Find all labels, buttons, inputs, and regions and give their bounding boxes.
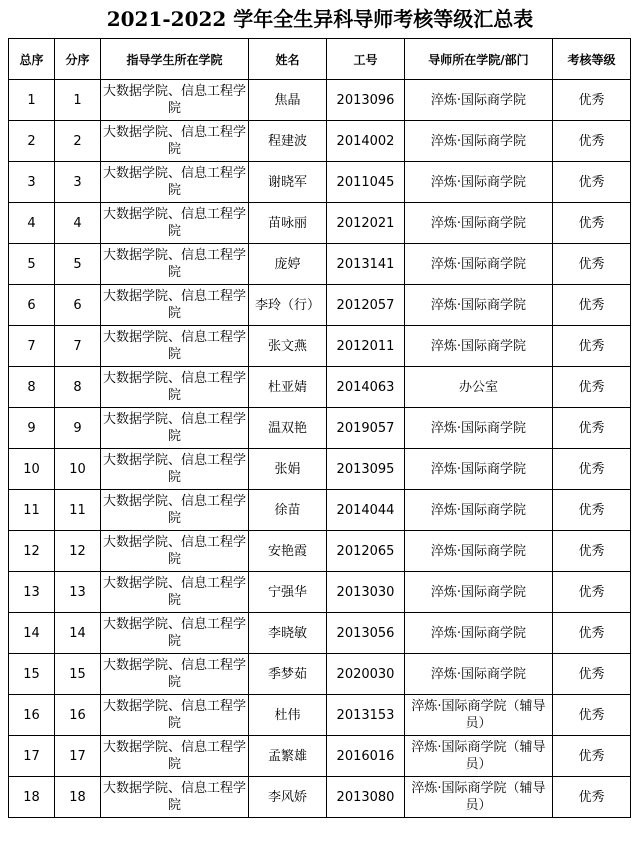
cell-student-college: 大数据学院、信息工程学院 (101, 285, 249, 326)
cell-name: 徐苗 (249, 490, 327, 531)
cell-name: 张娟 (249, 449, 327, 490)
cell-tutor-dept: 淬炼·国际商学院（辅导员） (405, 777, 553, 818)
cell-grade: 优秀 (553, 736, 631, 777)
cell-staff-id: 2013141 (327, 244, 405, 285)
cell-sub-index: 17 (55, 736, 101, 777)
cell-staff-id: 2013096 (327, 80, 405, 121)
cell-grade: 优秀 (553, 654, 631, 695)
cell-name: 李晓敏 (249, 613, 327, 654)
cell-student-college: 大数据学院、信息工程学院 (101, 613, 249, 654)
cell-tutor-dept: 淬炼·国际商学院 (405, 449, 553, 490)
cell-student-college: 大数据学院、信息工程学院 (101, 531, 249, 572)
cell-sub-index: 3 (55, 162, 101, 203)
cell-sub-index: 2 (55, 121, 101, 162)
cell-staff-id: 2019057 (327, 408, 405, 449)
cell-name: 安艳霞 (249, 531, 327, 572)
cell-name: 程建波 (249, 121, 327, 162)
cell-grade: 优秀 (553, 244, 631, 285)
cell-total-index: 12 (9, 531, 55, 572)
cell-name: 温双艳 (249, 408, 327, 449)
cell-total-index: 6 (9, 285, 55, 326)
cell-tutor-dept: 淬炼·国际商学院 (405, 654, 553, 695)
cell-sub-index: 16 (55, 695, 101, 736)
cell-sub-index: 5 (55, 244, 101, 285)
cell-name: 杜伟 (249, 695, 327, 736)
cell-student-college: 大数据学院、信息工程学院 (101, 490, 249, 531)
table-row (9, 736, 631, 777)
cell-student-college: 大数据学院、信息工程学院 (101, 80, 249, 121)
cell-total-index: 8 (9, 367, 55, 408)
cell-name: 孟繁雄 (249, 736, 327, 777)
header-tutor-dept: 导师所在学院/部门 (405, 39, 553, 80)
table-row (9, 449, 631, 490)
cell-tutor-dept: 淬炼·国际商学院（辅导员） (405, 695, 553, 736)
cell-staff-id: 2020030 (327, 654, 405, 695)
cell-student-college: 大数据学院、信息工程学院 (101, 777, 249, 818)
table-row (9, 408, 631, 449)
cell-sub-index: 10 (55, 449, 101, 490)
cell-sub-index: 18 (55, 777, 101, 818)
table-row (9, 121, 631, 162)
cell-tutor-dept: 淬炼·国际商学院 (405, 285, 553, 326)
cell-tutor-dept: 淬炼·国际商学院 (405, 326, 553, 367)
cell-grade: 优秀 (553, 367, 631, 408)
cell-staff-id: 2014002 (327, 121, 405, 162)
cell-name: 苗咏丽 (249, 203, 327, 244)
cell-sub-index: 1 (55, 80, 101, 121)
cell-staff-id: 2013030 (327, 572, 405, 613)
cell-sub-index: 13 (55, 572, 101, 613)
cell-total-index: 14 (9, 613, 55, 654)
header-grade: 考核等级 (553, 39, 631, 80)
cell-total-index: 13 (9, 572, 55, 613)
cell-sub-index: 4 (55, 203, 101, 244)
cell-grade: 优秀 (553, 408, 631, 449)
cell-total-index: 4 (9, 203, 55, 244)
table-header-row (9, 39, 631, 80)
cell-tutor-dept: 淬炼·国际商学院 (405, 203, 553, 244)
cell-grade: 优秀 (553, 531, 631, 572)
cell-grade: 优秀 (553, 572, 631, 613)
cell-student-college: 大数据学院、信息工程学院 (101, 367, 249, 408)
table-row (9, 695, 631, 736)
table-row (9, 162, 631, 203)
cell-name: 宁强华 (249, 572, 327, 613)
table-row (9, 531, 631, 572)
cell-student-college: 大数据学院、信息工程学院 (101, 654, 249, 695)
cell-total-index: 15 (9, 654, 55, 695)
cell-tutor-dept: 淬炼·国际商学院 (405, 613, 553, 654)
cell-tutor-dept: 淬炼·国际商学院 (405, 162, 553, 203)
cell-tutor-dept: 淬炼·国际商学院 (405, 80, 553, 121)
table-row (9, 285, 631, 326)
cell-student-college: 大数据学院、信息工程学院 (101, 203, 249, 244)
cell-sub-index: 14 (55, 613, 101, 654)
cell-sub-index: 8 (55, 367, 101, 408)
page-title: 2021-2022 学年全生异科导师考核等级汇总表 (106, 7, 534, 31)
cell-total-index: 11 (9, 490, 55, 531)
cell-name: 李玲（行） (249, 285, 327, 326)
cell-total-index: 2 (9, 121, 55, 162)
table-row (9, 572, 631, 613)
cell-tutor-dept: 淬炼·国际商学院 (405, 490, 553, 531)
cell-sub-index: 6 (55, 285, 101, 326)
cell-total-index: 16 (9, 695, 55, 736)
cell-student-college: 大数据学院、信息工程学院 (101, 408, 249, 449)
header-total-index: 总序 (9, 39, 55, 80)
cell-grade: 优秀 (553, 80, 631, 121)
cell-grade: 优秀 (553, 695, 631, 736)
cell-grade: 优秀 (553, 326, 631, 367)
cell-grade: 优秀 (553, 285, 631, 326)
cell-student-college: 大数据学院、信息工程学院 (101, 326, 249, 367)
table-row (9, 490, 631, 531)
cell-tutor-dept: 淬炼·国际商学院 (405, 121, 553, 162)
table-row (9, 244, 631, 285)
cell-staff-id: 2013056 (327, 613, 405, 654)
cell-tutor-dept: 淬炼·国际商学院（辅导员） (405, 736, 553, 777)
header-name: 姓名 (249, 39, 327, 80)
cell-student-college: 大数据学院、信息工程学院 (101, 162, 249, 203)
cell-total-index: 9 (9, 408, 55, 449)
cell-name: 焦晶 (249, 80, 327, 121)
cell-sub-index: 15 (55, 654, 101, 695)
summary-table (8, 38, 631, 818)
cell-tutor-dept: 淬炼·国际商学院 (405, 408, 553, 449)
cell-grade: 优秀 (553, 449, 631, 490)
cell-name: 谢晓军 (249, 162, 327, 203)
cell-grade: 优秀 (553, 203, 631, 244)
cell-staff-id: 2013153 (327, 695, 405, 736)
cell-total-index: 17 (9, 736, 55, 777)
cell-grade: 优秀 (553, 490, 631, 531)
cell-name: 庞婷 (249, 244, 327, 285)
header-student-college: 指导学生所在学院 (101, 39, 249, 80)
table-row (9, 654, 631, 695)
cell-staff-id: 2012021 (327, 203, 405, 244)
cell-grade: 优秀 (553, 162, 631, 203)
cell-tutor-dept: 淬炼·国际商学院 (405, 572, 553, 613)
cell-staff-id: 2013095 (327, 449, 405, 490)
cell-staff-id: 2014044 (327, 490, 405, 531)
table-row (9, 613, 631, 654)
cell-sub-index: 9 (55, 408, 101, 449)
cell-name: 季梦茹 (249, 654, 327, 695)
cell-tutor-dept: 办公室 (405, 367, 553, 408)
cell-name: 杜亚婧 (249, 367, 327, 408)
cell-staff-id: 2012011 (327, 326, 405, 367)
cell-total-index: 1 (9, 80, 55, 121)
cell-tutor-dept: 淬炼·国际商学院 (405, 244, 553, 285)
cell-staff-id: 2011045 (327, 162, 405, 203)
cell-student-college: 大数据学院、信息工程学院 (101, 244, 249, 285)
cell-grade: 优秀 (553, 121, 631, 162)
table-row (9, 203, 631, 244)
cell-student-college: 大数据学院、信息工程学院 (101, 695, 249, 736)
table-row (9, 777, 631, 818)
cell-sub-index: 12 (55, 531, 101, 572)
cell-student-college: 大数据学院、信息工程学院 (101, 449, 249, 490)
cell-total-index: 18 (9, 777, 55, 818)
cell-staff-id: 2014063 (327, 367, 405, 408)
cell-staff-id: 2016016 (327, 736, 405, 777)
cell-total-index: 10 (9, 449, 55, 490)
cell-total-index: 7 (9, 326, 55, 367)
cell-staff-id: 2012057 (327, 285, 405, 326)
header-sub-index: 分序 (55, 39, 101, 80)
table-row (9, 80, 631, 121)
cell-grade: 优秀 (553, 777, 631, 818)
cell-grade: 优秀 (553, 613, 631, 654)
cell-name: 李风娇 (249, 777, 327, 818)
cell-sub-index: 7 (55, 326, 101, 367)
table-row (9, 326, 631, 367)
cell-name: 张文燕 (249, 326, 327, 367)
cell-total-index: 5 (9, 244, 55, 285)
cell-staff-id: 2012065 (327, 531, 405, 572)
table-row (9, 367, 631, 408)
cell-student-college: 大数据学院、信息工程学院 (101, 121, 249, 162)
cell-student-college: 大数据学院、信息工程学院 (101, 736, 249, 777)
cell-student-college: 大数据学院、信息工程学院 (101, 572, 249, 613)
cell-sub-index: 11 (55, 490, 101, 531)
cell-total-index: 3 (9, 162, 55, 203)
header-staff-id: 工号 (327, 39, 405, 80)
cell-staff-id: 2013080 (327, 777, 405, 818)
cell-tutor-dept: 淬炼·国际商学院 (405, 531, 553, 572)
